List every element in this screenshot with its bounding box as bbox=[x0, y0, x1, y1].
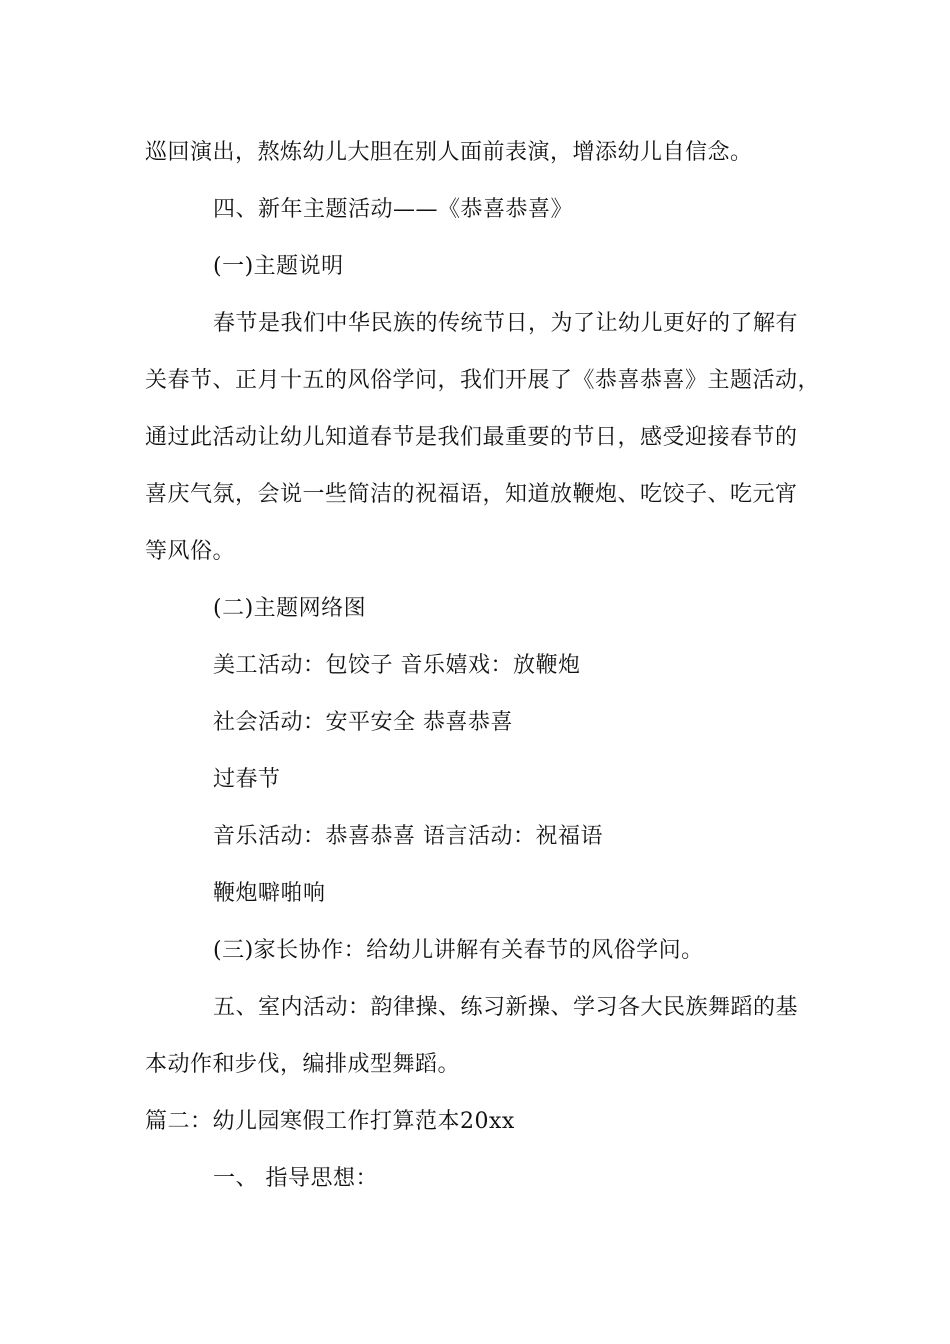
paragraph-line: 喜庆气氛，会说一些简洁的祝福语，知道放鞭炮、吃饺子、吃元宵 bbox=[145, 482, 798, 507]
network-item: 鞭炮噼啪响 bbox=[213, 881, 326, 906]
paragraph-line: 等风俗。 bbox=[145, 539, 236, 564]
network-item: 社会活动：安平安全 恭喜恭喜 bbox=[213, 710, 513, 735]
paragraph-line: 通过此活动让幼儿知道春节是我们最重要的节日，感受迎接春节的 bbox=[145, 425, 798, 450]
paragraph-line: 本动作和步伐，编排成型舞蹈。 bbox=[145, 1052, 461, 1077]
section-heading: 四、新年主题活动——《恭喜恭喜》 bbox=[213, 197, 574, 222]
subsection-heading: (一)主题说明 bbox=[213, 254, 344, 279]
part-heading: 篇二：幼儿园寒假工作打算范本20xx bbox=[145, 1109, 515, 1134]
network-item: 音乐活动：恭喜恭喜 语言活动：祝福语 bbox=[213, 824, 603, 849]
subsection-heading: (三)家长协作：给幼儿讲解有关春节的风俗学问。 bbox=[213, 938, 704, 963]
network-item: 美工活动：包饺子 音乐嬉戏：放鞭炮 bbox=[213, 653, 581, 678]
section-heading: 一、 指导思想： bbox=[213, 1166, 378, 1191]
paragraph-line: 关春节、正月十五的风俗学问，我们开展了《恭喜恭喜》主题活动， bbox=[145, 368, 821, 393]
network-item: 过春节 bbox=[213, 767, 281, 792]
paragraph-line: 春节是我们中华民族的传统节日，为了让幼儿更好的了解有 bbox=[213, 311, 799, 336]
subsection-heading: (二)主题网络图 bbox=[213, 596, 367, 621]
paragraph-line: 巡回演出，熬炼幼儿大胆在别人面前表演，增添幼儿自信念。 bbox=[145, 140, 753, 165]
section-heading: 五、室内活动：韵律操、练习新操、学习各大民族舞蹈的基 bbox=[213, 995, 799, 1020]
